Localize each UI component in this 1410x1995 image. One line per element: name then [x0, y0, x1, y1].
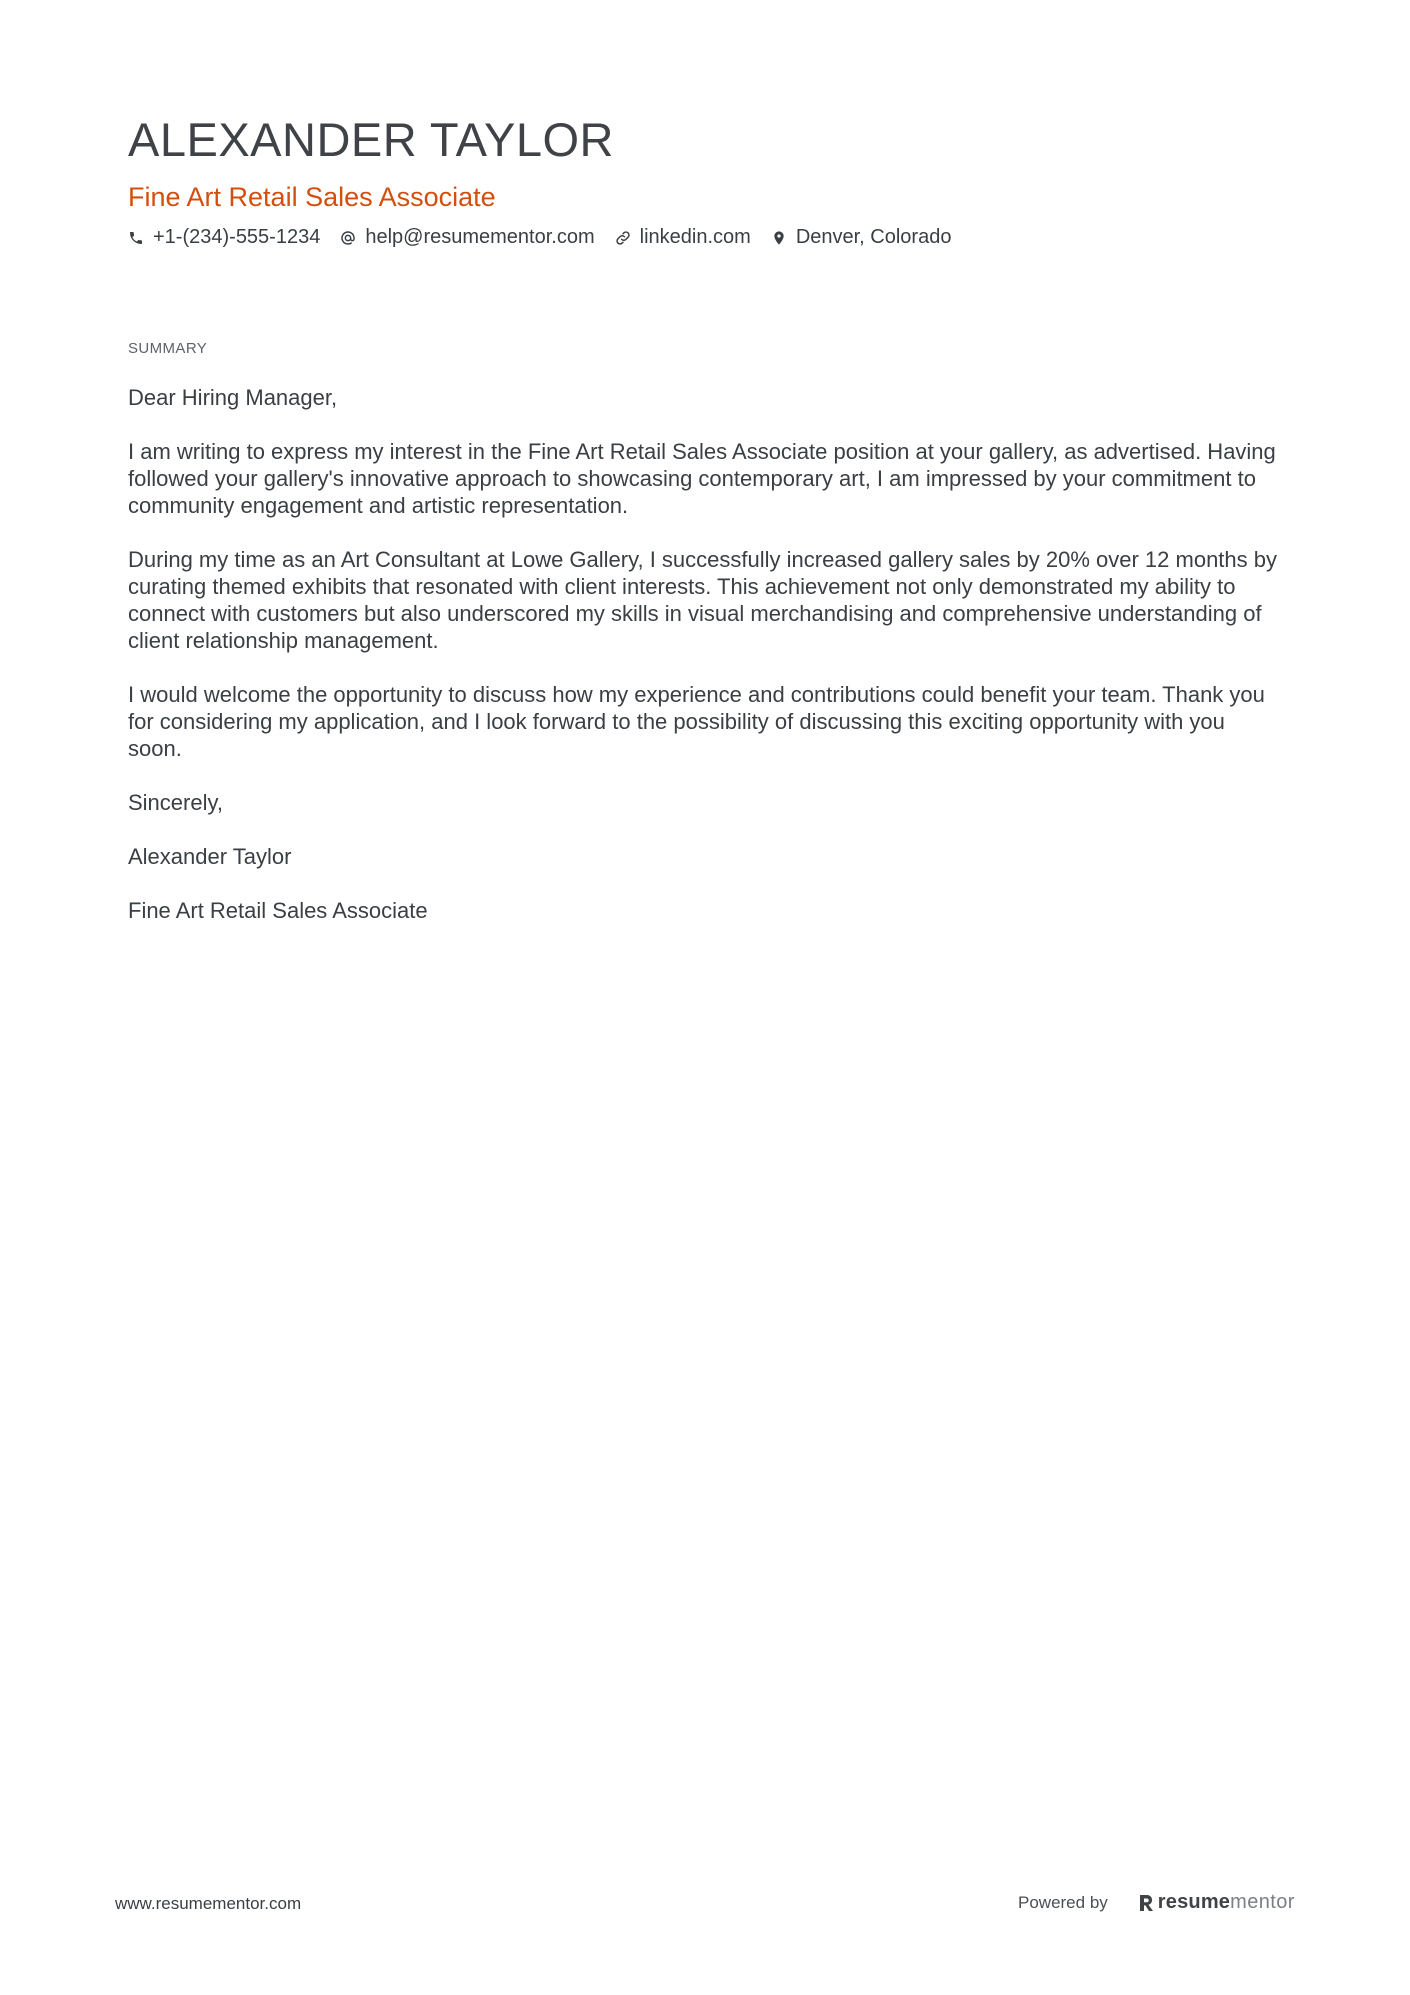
letter-paragraph: I would welcome the opportunity to discuss how my experience and contributions could benefit your team. Thank you for considering my application, and I look forward to the possibility of discussing this exciting opportunity with you soon.: [128, 682, 1265, 761]
letter-paragraph: I am writing to express my interest in the Fine Art Retail Sales Associate position at your gallery, as advertised. Having followed your gallery's innovative approach to showcasing contemporary art, I am impressed by your commitment to community engagement and artistic representation.: [128, 439, 1276, 518]
powered-by-text: Powered by: [1018, 1892, 1108, 1912]
resumementor-logo[interactable]: [1138, 1891, 1295, 1914]
signature-title: Fine Art Retail Sales Associate: [128, 898, 428, 923]
contact-location-text: Denver, Colorado: [795, 226, 952, 248]
letter-body: [128, 384, 1278, 951]
section-label-summary: SUMMARY: [128, 340, 208, 357]
candidate-name: ALEXANDER TAYLOR: [128, 113, 614, 166]
contact-location: [771, 226, 952, 249]
signature-name: Alexander Taylor: [128, 844, 292, 869]
contact-linkedin-text: linkedin.com: [639, 226, 751, 248]
closing: Sincerely,: [128, 790, 223, 815]
contact-email[interactable]: [340, 226, 594, 249]
at-icon: [340, 230, 356, 246]
letter-paragraph: During my time as an Art Consultant at Lowe Gallery, I successfully increased gallery sales by 20% over 12 months by curating themed exhibits that resonated with client interests. This achievement not only demonstrated my ability to connect with customers but also underscored my skills in visual merchandising and comprehensive understanding of client relationship management.: [128, 547, 1278, 653]
contact-email-text: help@resumementor.com: [365, 226, 595, 248]
link-icon: [615, 230, 631, 246]
contact-bar: [128, 226, 971, 249]
resumementor-logo-icon: [1138, 1893, 1154, 1913]
contact-linkedin[interactable]: [615, 226, 751, 249]
contact-phone-text: +1-(234)-555-1234: [153, 226, 321, 248]
job-title: Fine Art Retail Sales Associate: [128, 182, 496, 212]
footer-powered-by: [1018, 1891, 1295, 1914]
brand-text-light: mentor: [1230, 1891, 1295, 1913]
location-pin-icon: [771, 230, 787, 246]
footer-website-link[interactable]: www.resumementor.com: [115, 1894, 302, 1913]
phone-icon: [128, 230, 144, 246]
salutation: Dear Hiring Manager,: [128, 385, 338, 410]
contact-phone[interactable]: [128, 226, 320, 249]
brand-text-bold: resume: [1157, 1891, 1231, 1913]
